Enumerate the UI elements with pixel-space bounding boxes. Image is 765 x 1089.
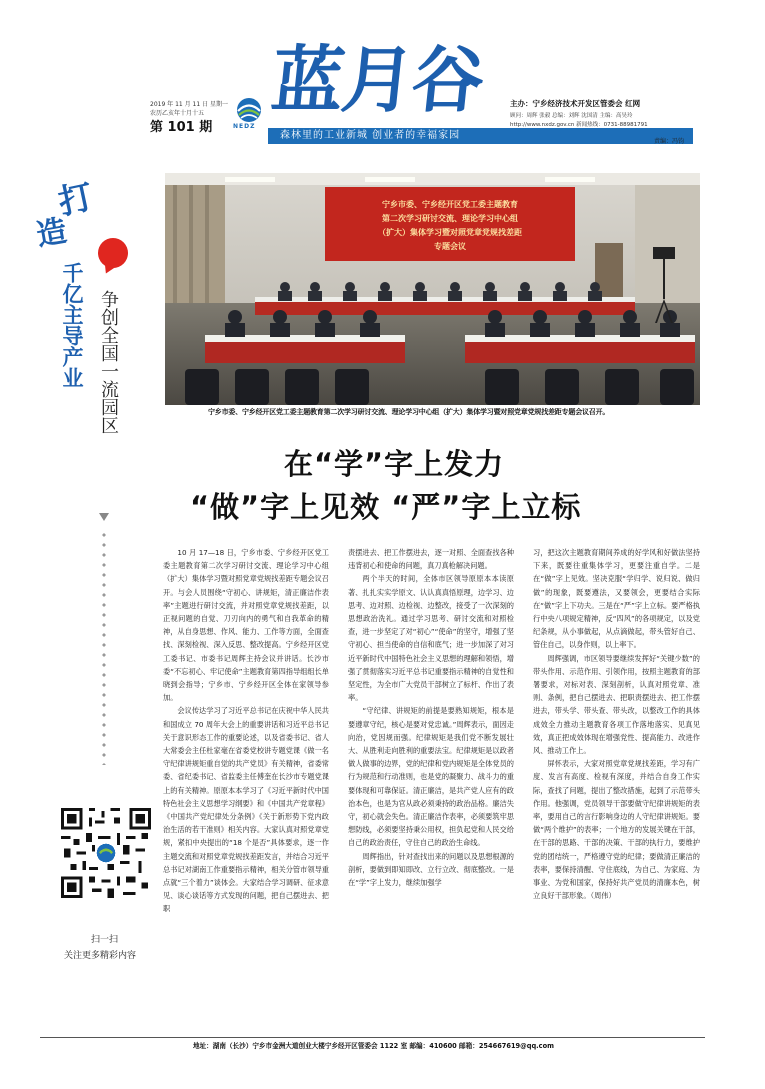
article-paragraph: 会议传达学习了习近平总书记在庆祝中华人民共和国成立 70 周年大会上的重要讲话和习近平总书记关于意识形态工作的重要论述，以及省委书记、省人大常委会主任杜家毫在省委党校讲专题党课《做一名守纪律讲规矩重自觉的共产党员》有关精神，省委常委、省纪委书记、省监委主任傅奎在长沙市专题党课上的有关精神。原原本本学习了《习近平新时代中国特色社会主义思想学习纲要》和《中国共产党章程》《中国共产党纪律处分条例》《关于新形势下党内政治生活的若干准则》相关内容。大家认真对照党章党规，紧扣中央提出的“18 个是否”具体要求，逐一作主题交流和对照党章党规找差距发言，并结合习近平总书记对湖南工作重要指示精神，相关分管市领导重点就“三个着力”谈体会。大家结合学习调研、征求意见、谈心谈话等方式发现的问题，把自己摆进去、把职 <box>163 706 329 914</box>
qr-code-icon[interactable] <box>61 808 151 898</box>
triangle-down-icon <box>99 513 109 521</box>
headline-line1: 在“学”字上发力 <box>284 447 505 481</box>
sidebar-sub-slogan: 争创全国一流园区 <box>98 290 119 434</box>
newspaper-title: 蓝月谷 <box>267 37 487 122</box>
sidebar-main-slogan: 千亿主导产业 <box>60 262 84 388</box>
editor-credit: 责编：冯钧 <box>654 138 685 145</box>
article-paragraph: 两个半天的时间，全体市区领导原原本本读原著、扎扎实实学原文、认认真真悟原理，边学习、边思考、边对照、边检视、边整改，接受了一次深刻的思想政治洗礼。通过学习思考、研讨交流和对照检查，进一步坚定了对“初心”“使命”的坚守，增强了坚守初心、担当使命的自信和底气；进一步加深了对习近平新时代中国特色社会主义思想的理解和领悟，增强了贯彻落实习近平总书记重要指示精神的自觉性和坚定性，为全市广大党员干部树立了标杆、作出了表率。 <box>348 574 514 703</box>
footer-divider <box>40 1037 705 1038</box>
meeting-photo <box>165 173 700 405</box>
article-paragraph: 周辉指出，针对查找出来的问题以及思想根源的剖析，要做到即知即改、立行立改、彻底整改。一是在“学”字上发力，继续加强学 <box>348 851 514 888</box>
sidebar-char-zao: 造 <box>33 213 70 254</box>
article-paragraph: “守纪律、讲规矩的前提是要熟知规矩，根本是要遵章守纪，核心是要对党忠诚。”周辉表示，面因走向治，党因规而强。纪律规矩是我们党不断发展壮大、从胜利走向胜利的重要法宝。纪律规矩是以政者做人做事的边界，党的纪律和党内规矩是全体党员的行为规范和行动准则，也是党的凝聚力、战斗力的重要体现和可靠保证。清正廉洁，是共产党人应有的政治本色，也是为官从政必须秉持的政治品格。廉洁失守，初心就会失色。清正廉洁作表率，必须要筑牢思想防线，必须要坚持秉公用权，担负起党和人民交给自己的政治责任，守住自己的政治生命线。 <box>348 706 514 848</box>
banner-text-line2: 第二次学习研讨交流、理论学习中心组 <box>382 214 518 223</box>
footer-address: 地址：湖南（长沙）宁乡市金洲大道创业大楼宁乡经开区管委会 1122 室 邮编：410600 邮箱：254667619@qq.com <box>193 1042 554 1050</box>
article-paragraph: 周辉强调，市区领导要继续发挥好“关键少数”的带头作用、示范作用、引领作用，按照主题教育的部署要求，对标对表、深刻剖析，认真对照党章、准则、条例，把自己摆进去、把职责摆进去、把工作摆进去，带头学、带头查、带头改，以整改工作的具体成效全力推动主题教育各项工作落地落实、见真见效，真正把成效体现在增强党性、提高能力、改进作风、推动工作上。 <box>533 653 700 756</box>
dotted-divider <box>102 530 106 765</box>
publish-date: 2019 年 11 月 11 日 星期一 <box>150 101 228 108</box>
qr-caption-scan: 扫一扫 <box>91 935 119 945</box>
masthead <box>0 0 765 150</box>
staff-line: 顾问：周辉 张毅 总编：刘辉 沈国清 主编：高昊玲 <box>510 113 633 119</box>
article-column-2 <box>348 546 514 931</box>
banner-text-line4: 专题会议 <box>434 242 466 251</box>
logo-abbreviation: NEDZ <box>233 123 256 130</box>
qr-caption-follow: 关注更多精彩内容 <box>64 951 137 961</box>
article-paragraph: 习，把这次主题教育期间养成的好学风和好做法坚持下来，既要往重集体学习，更要注重自学。二是在“做”字上见效。坚决克服“学归学、说归说、做归做”的现象，既要遵法，又要领会，更要结合实际在“做”字上下功夫。三是在“严”字上立标。要严格执行中央八项规定精神，反“四风”的各项规定，以及党纪条规，从小事做起，从点滴做起，带头管好自己、管住自己，以身作则，以上率下。 <box>533 548 700 650</box>
headline-line2: “做”字上见效 “严”字上立标 <box>190 490 582 524</box>
article-paragraph: 屏怀表示，大家对照党章党规找差距，学习有广度、发言有高度、检视有深度，并结合自身工作实际，查找了问题，提出了整改措施，起到了示范带头作用。他强调，党员领导干部要做守纪律讲规矩的表率，要用自己的言行影响身边的人守纪律讲规矩。要做“两个维护”的表率；一个地方的发展关键在干部，在干部的思路、干部的决策、干部的执行力，要维护党的团结统一，严格遵守党的纪律；要做清正廉洁的表率，要保持清醒、守住底线，为自己、为家庭、为事业、为党和国家，保持好共产党员的清廉本色，树立良好干部形象。（周伟） <box>533 759 700 901</box>
banner-text-line1: 宁乡市委、宁乡经开区党工委主题教育 <box>382 200 518 209</box>
issue-number: 第 101 期 <box>150 120 213 135</box>
article-paragraph: 10 月 17—18 日，宁乡市委、宁乡经开区党工委主题教育第二次学习研讨交流、理论学习中心组（扩大）集体学习暨对照党章党规找差距专题会议召开。与会人员围绕“守初心、讲规矩，清正廉洁作表率”主题进行研讨交流，并对照党章党规找差距，以正视问题的自觉、刀刃向内的勇气和自我革命的精神，从自身思想、作风、能力、工作等方面，全面查找、深刻检视、深入反思、整改提高。宁乡经开区党工委书记、市委书记周辉主持会议并讲话。长沙市委“不忘初心、牢记使命”主题教育第四指导组组长单晓到会指导；宁乡市、宁乡经开区全体在家领导参加。 <box>163 548 329 703</box>
photo-caption: 宁乡市委、宁乡经开区党工委主题教育第二次学习研讨交流、理论学习中心组（扩大）集体学习暨对照党章党规找差距专题会议召开。 <box>208 408 610 416</box>
sidebar-char-da: 打 <box>54 176 97 224</box>
lunar-date: 农历乙亥年十月十五 <box>150 110 205 117</box>
article-paragraph: 责摆进去、把工作摆进去，逐一对照、全面查找各种违背初心和使命的问题，真刀真枪解决问题。 <box>348 548 514 571</box>
speech-bubble-icon <box>98 238 128 268</box>
article-column-1 <box>163 546 329 931</box>
banner-text-line3: （扩大）集体学习暨对照党章党规找差距 <box>378 228 522 237</box>
article-column-3 <box>533 546 700 931</box>
contact-line: http://www.nxdz.gov.cn 新闻热线：0731-88981791 <box>510 122 648 128</box>
sponsor-line: 主办：宁乡经济技术开发区管委会 红网 <box>510 99 641 108</box>
slogan: 森林里的工业新城 创业者的幸福家园 <box>280 130 461 141</box>
